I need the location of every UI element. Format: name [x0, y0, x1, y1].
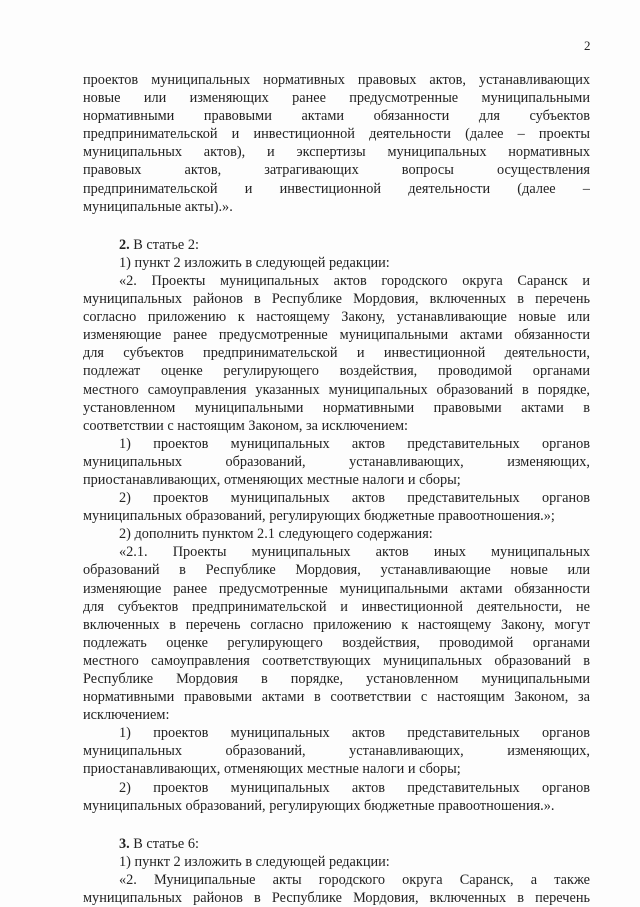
text-line — [83, 272, 590, 290]
text-line — [83, 670, 590, 688]
line-text: Республике Мордовия в порядке, установленном муниципальными — [83, 671, 590, 687]
text-line — [83, 724, 590, 742]
line-text: муниципальных актов), и экспертизы муниципальных нормативных — [83, 144, 590, 161]
text-line — [83, 362, 590, 380]
text-line — [83, 489, 590, 507]
line-text: муниципальных районов в Республике Мордовия, включенных в перечень — [83, 291, 590, 308]
text-line — [83, 381, 590, 399]
line-text: предпринимательской и инвестиционной деятельности (далее – — [83, 180, 590, 197]
text-line — [83, 598, 590, 616]
line-text: местного самоуправления соответствующих муниципальных образований в — [83, 652, 590, 669]
text-line — [83, 779, 590, 797]
text-line — [83, 344, 590, 362]
line-text: местного самоуправления указанных муниципальных образований в порядке, — [83, 381, 590, 398]
section-number: 2. — [119, 236, 130, 253]
line-text: приостанавливающих, отменяющих местные налоги и сборы; — [83, 761, 461, 778]
line-text: муниципальные акты).». — [83, 198, 233, 215]
line-text: включенных в перечень согласно приложению к настоящему Закону, могут — [83, 616, 590, 633]
text-line — [83, 742, 590, 760]
text-line — [83, 308, 590, 326]
text-line — [83, 507, 590, 525]
line-text: установленном муниципальными нормативными правовыми актами в — [83, 399, 590, 416]
line-text: 2) проектов муниципальных актов представительных органов — [119, 779, 590, 796]
line-text: «2. Муниципальные акты городского округа Саранск, а также — [119, 871, 590, 888]
text-line — [83, 143, 590, 161]
line-text: муниципальных образований, регулирующих бюджетные правоотношения.»; — [83, 508, 555, 525]
line-text: приостанавливающих, отменяющих местные налоги и сборы; — [83, 471, 461, 488]
text-line — [83, 89, 590, 107]
text-line — [83, 326, 590, 344]
text-line — [83, 688, 590, 706]
line-text: подлежать оценке регулирующего воздействия, проводимой органами — [83, 634, 590, 651]
text-line — [83, 561, 590, 579]
text-line — [83, 161, 590, 179]
text-line — [83, 125, 590, 143]
text-line — [83, 399, 590, 417]
line-text: 1) пункт 2 изложить в следующей редакции: — [119, 254, 390, 271]
line-text: соответствии с настоящим Законом, за исключением: — [83, 417, 408, 434]
line-text: правовых актов, затрагивающих вопросы осуществления — [83, 162, 590, 179]
text-line — [83, 889, 590, 907]
line-text: для субъектов предпринимательской и инвестиционной деятельности, — [83, 345, 590, 362]
text-line — [83, 543, 590, 561]
blank-line — [83, 815, 590, 835]
line-text: проектов муниципальных нормативных правовых актов, устанавливающих — [83, 72, 590, 88]
text-line — [83, 580, 590, 598]
text-line — [83, 435, 590, 453]
text-line — [83, 254, 590, 272]
line-text: 1) проектов муниципальных актов представительных органов — [119, 435, 590, 452]
line-text: 2) проектов муниципальных актов представительных органов — [119, 490, 590, 507]
line-text: подлежат оценке регулирующего воздействия, проводимой органами — [83, 363, 590, 380]
line-text: новые или изменяющих ранее предусмотренные муниципальными — [83, 90, 590, 107]
text-line — [83, 525, 590, 543]
line-text: «2.1. Проекты муниципальных актов иных муниципальных — [119, 544, 590, 561]
line-text: изменяющие ранее предусмотренные муниципальными актами обязанности — [83, 580, 590, 597]
text-line — [83, 853, 590, 871]
line-text: муниципальных районов в Республике Мордовия, включенных в перечень — [83, 890, 590, 907]
line-text: «2. Проекты муниципальных актов городского округа Саранск и — [119, 272, 590, 289]
text-line — [83, 871, 590, 889]
line-text: изменяющие ранее предусмотренные муниципальными актами обязанности — [83, 327, 590, 344]
page-number: 2 — [584, 38, 591, 53]
section-number: 3. — [119, 835, 130, 852]
text-line — [83, 760, 590, 778]
line-text: образований в Республике Мордовия, устанавливающие новые или — [83, 562, 590, 579]
line-text: нормативными правовыми актами в соответствии с настоящим Законом, за — [83, 689, 590, 706]
line-text: В статье 6: — [129, 835, 199, 852]
text-line — [83, 290, 590, 308]
line-text: муниципальных образований, устанавливающих, изменяющих, — [83, 743, 590, 760]
text-line — [83, 180, 590, 198]
text-line — [83, 797, 590, 815]
text-line — [83, 453, 590, 471]
line-text: 1) проектов муниципальных актов представительных органов — [119, 725, 590, 742]
text-line — [83, 417, 590, 435]
line-text: муниципальных образований, регулирующих бюджетные правоотношения.». — [83, 797, 555, 814]
line-text: 1) пункт 2 изложить в следующей редакции: — [119, 853, 390, 870]
text-line — [83, 706, 590, 724]
text-line — [83, 198, 590, 216]
text-line — [83, 652, 590, 670]
line-text: В статье 2: — [129, 236, 199, 253]
line-text: нормативными правовыми актами обязанности для субъектов — [83, 108, 590, 125]
text-line — [83, 236, 590, 254]
line-text: исключением: — [83, 707, 170, 724]
text-line — [83, 634, 590, 652]
text-line — [83, 835, 590, 853]
line-text: для субъектов предпринимательской и инвестиционной деятельности, не — [83, 598, 590, 615]
line-text: 2) дополнить пунктом 2.1 следующего содержания: — [119, 526, 433, 543]
text-line — [83, 616, 590, 634]
blank-line — [83, 216, 590, 236]
text-line — [83, 471, 590, 489]
text-line — [83, 107, 590, 125]
line-text: предпринимательской и инвестиционной деятельности (далее – проекты — [83, 126, 590, 143]
line-text: согласно приложению к настоящему Закону, устанавливающие новые или — [83, 309, 590, 326]
line-text: муниципальных образований, устанавливающих, изменяющих, — [83, 453, 590, 470]
text-line — [83, 71, 590, 89]
document-body — [83, 71, 590, 907]
